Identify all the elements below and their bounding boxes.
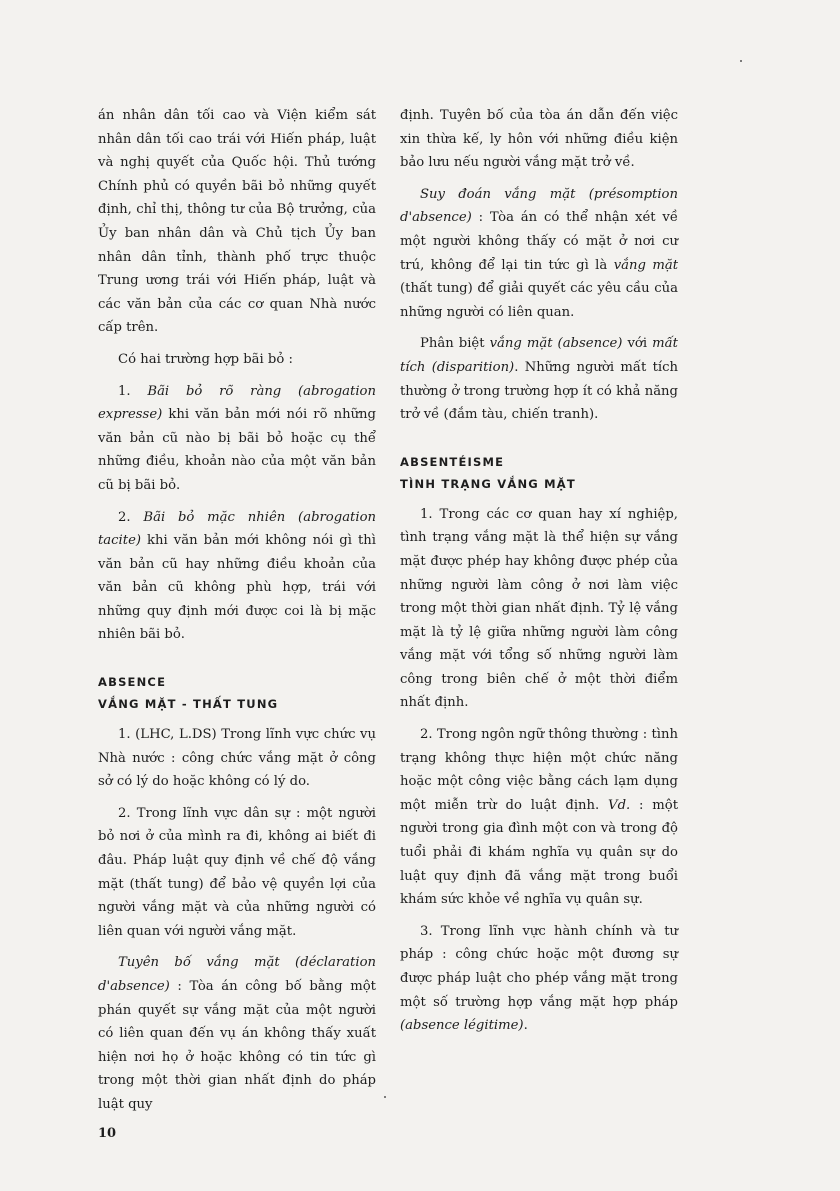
- right-column: [400, 104, 678, 1046]
- paragraph: 1. (LHC, L.DS) Trong lĩnh vực chức vụ Nhà nước : công chức vắng mặt ở công sở có lý do hoặc không có lý do.: [98, 727, 376, 790]
- entry-heading: [400, 451, 678, 495]
- definition-text: . Những người mất tích thường ở trong trường hợp ít có khả năng trở về (đắm tàu, chiến tranh).: [400, 359, 678, 423]
- paragraph: [400, 332, 678, 426]
- paragraph: 2. Trong lĩnh vực dân sự : một người bỏ nơi ở của mình ra đi, không ai biết đi đâu. Pháp luật quy định về chế độ vắng mặt (thất tung) để bảo vệ quyền lợi của người vắng mặt và của những người có liên quan với người vắng mặt.: [98, 805, 376, 939]
- example-marker: Vd.: [608, 797, 631, 813]
- entry-heading-vietnamese: TÌNH TRẠNG VẮNG MẶT: [400, 476, 576, 491]
- page-number: 10: [98, 1126, 117, 1141]
- term: Suy đoán vắng mặt (présomption d'absence): [400, 186, 678, 226]
- term: mất tích (disparition): [400, 336, 678, 375]
- item-number: 1.: [118, 383, 148, 399]
- definition-text: (thất tung) để giải quyết các yêu cầu của những người có liên quan.: [400, 281, 678, 320]
- paragraph: Có hai trường hợp bãi bỏ :: [118, 351, 293, 367]
- entry-heading: [98, 671, 376, 715]
- term: Bãi bỏ mặc nhiên (abrogation tacite): [98, 509, 377, 549]
- paragraph: định. Tuyên bố của tòa án dẫn đến việc xin thừa kế, ly hôn với những điều kiện bảo lưu nếu người vắng mặt trở về.: [400, 108, 678, 171]
- definition-text: : một người trong gia đình một con và trong độ tuổi phải đi khám nghĩa vụ quân sự do luật quy định đã vắng mặt trong buổi khám sức khỏe về nghĩa vụ quân sự.: [400, 797, 678, 908]
- definition-text: khi văn bản mới nói rõ những văn bản cũ nào bị bãi bỏ hoặc cụ thể những điều, khoản nào của một văn bản cũ bị bãi bỏ.: [98, 407, 376, 493]
- term: Bãi bỏ rõ ràng (abrogation expresse): [98, 383, 376, 423]
- entry-heading-french: ABSENTÉISME: [400, 454, 505, 469]
- definition-text: Phân biệt: [420, 336, 490, 352]
- entry-heading-french: ABSENCE: [98, 675, 167, 690]
- definition-text: .: [523, 1018, 528, 1034]
- term: vắng mặt: [613, 257, 679, 273]
- paragraph: [400, 920, 678, 1038]
- paragraph: [400, 183, 678, 325]
- definition-text: khi văn bản mới không nói gì thì văn bản cũ hay những điều khoản của văn bản cũ không phù hợp, trái với những quy định mới được coi là bị mặc nhiên bãi bỏ.: [98, 533, 376, 643]
- left-column: [98, 104, 376, 1125]
- entry-heading-vietnamese: VẮNG MẶT - THẤT TUNG: [98, 697, 279, 712]
- paragraph: án nhân dân tối cao và Viện kiểm sát nhân dân tối cao trái với Hiến pháp, luật và nghị quyết của Quốc hội. Thủ tướng Chính phủ có quyền bãi bỏ những quyết định, chỉ thị, thông tư của Bộ trưởng, của Ủy ban nhân dân và Chủ tịch Ủy ban nhân dân tỉnh, thành phố trực thuộc Trung ương trái với Hiến pháp, luật và các văn bản của các cơ quan Nhà nước cấp trên.: [98, 108, 376, 336]
- term: vắng mặt (absence): [489, 336, 623, 352]
- definition-text: : Tòa án công bố bằng một phán quyết sự vắng mặt của một người có liên quan đến vụ án không thấy xuất hiện nơi họ ở hoặc không có tin tức gì trong một thời gian nhất định do pháp luật quy: [98, 979, 376, 1112]
- definition-text: 3. Trong lĩnh vực hành chính và tư pháp : công chức hoặc một đương sự được pháp luật cho phép vắng mặt trong một số trường hợp vắng mặt hợp pháp: [400, 923, 678, 1010]
- paragraph: [98, 380, 376, 498]
- paragraph: [98, 951, 376, 1116]
- paragraph: [98, 506, 376, 648]
- definition-text: 2. Trong ngôn ngữ thông thường : tình trạng không thực hiện một chức năng hoặc một công việc bằng cách lạm dụng một miễn trừ do luật định.: [400, 727, 678, 813]
- scan-speck: [384, 1096, 386, 1098]
- paragraph: [400, 723, 678, 912]
- scan-speck: [740, 60, 742, 62]
- definition-text: : Tòa án có thể nhận xét về một người không thấy có mặt ở nơi cư trú, không để lại tin tức gì là: [400, 210, 678, 273]
- paragraph: 1. Trong các cơ quan hay xí nghiệp, tình trạng vắng mặt là thể hiện sự vắng mặt được phép hay không được phép của những người làm công ở nơi làm việc trong một thời gian nhất định. Tỷ lệ vắng mặt là tỷ lệ giữa những người làm công vắng mặt với tổng số những người làm công trong biên chế ở một thời điểm nhất định.: [400, 506, 678, 711]
- term: (absence légitime): [400, 1018, 524, 1034]
- definition-text: với: [622, 336, 653, 352]
- term: Tuyên bố vắng mặt (déclaration d'absence): [98, 955, 376, 994]
- item-number: 2.: [118, 509, 144, 525]
